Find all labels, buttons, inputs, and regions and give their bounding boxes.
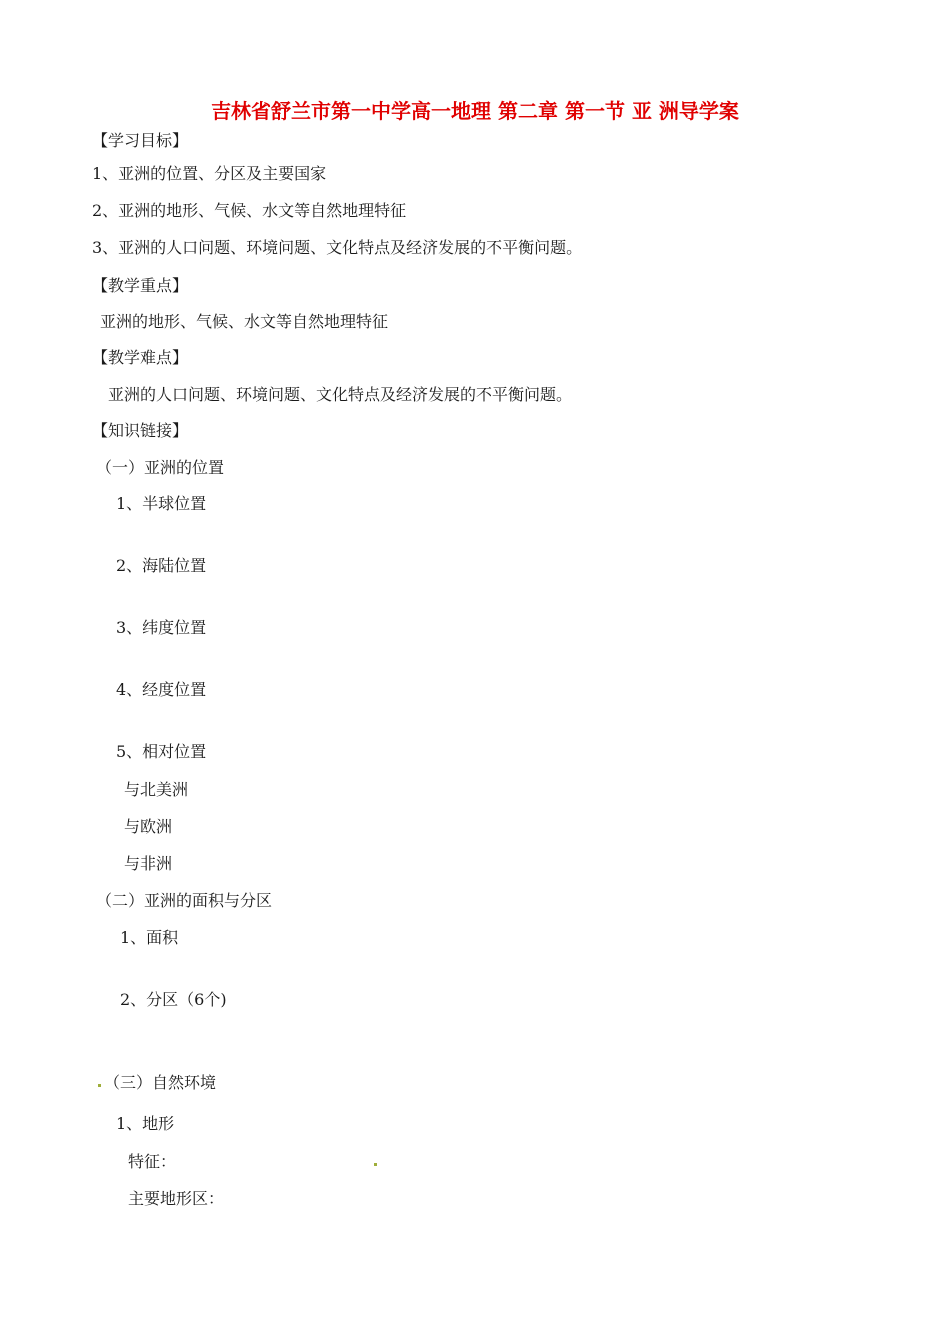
objective-item: 3、亚洲的人口问题、环境问题、文化特点及经济发展的不平衡问题。: [92, 238, 583, 257]
part1-item: 2、海陆位置: [116, 556, 207, 575]
part2-item: 1、面积: [120, 928, 179, 947]
key-points-header: 【教学重点】: [92, 276, 189, 295]
part2-heading: （二）亚洲的面积与分区: [96, 891, 273, 910]
key-points-text: 亚洲的地形、气候、水文等自然地理特征: [100, 312, 389, 331]
part1-heading: （一）亚洲的位置: [96, 458, 225, 477]
difficulty-header: 【教学难点】: [92, 348, 189, 367]
regions-label: 主要地形区：: [128, 1189, 225, 1208]
part2-item: 2、分区（6个): [120, 990, 227, 1009]
part1-item: 1、半球位置: [116, 494, 207, 513]
relative-position-item: 与非洲: [124, 854, 173, 873]
part3-item: 1、地形: [116, 1114, 175, 1133]
knowledge-header: 【知识链接】: [92, 421, 189, 440]
relative-position-item: 与欧洲: [124, 817, 173, 836]
part1-item: 5、相对位置: [116, 742, 207, 761]
part1-item: 4、经度位置: [116, 680, 207, 699]
objective-item: 1、亚洲的位置、分区及主要国家: [92, 164, 327, 183]
features-label: 特征：: [128, 1152, 177, 1171]
document-title: 吉林省舒兰市第一中学高一地理 第二章 第一节 亚 洲导学案: [211, 99, 739, 123]
speck-mark: [98, 1084, 101, 1087]
part1-item: 3、纬度位置: [116, 618, 207, 637]
relative-position-item: 与北美洲: [124, 780, 189, 799]
difficulty-text: 亚洲的人口问题、环境问题、文化特点及经济发展的不平衡问题。: [108, 385, 573, 404]
part3-heading: （三）自然环境: [104, 1073, 217, 1092]
speck-mark: [374, 1163, 377, 1166]
objectives-header: 【学习目标】: [92, 131, 189, 150]
objective-item: 2、亚洲的地形、气候、水文等自然地理特征: [92, 201, 407, 220]
